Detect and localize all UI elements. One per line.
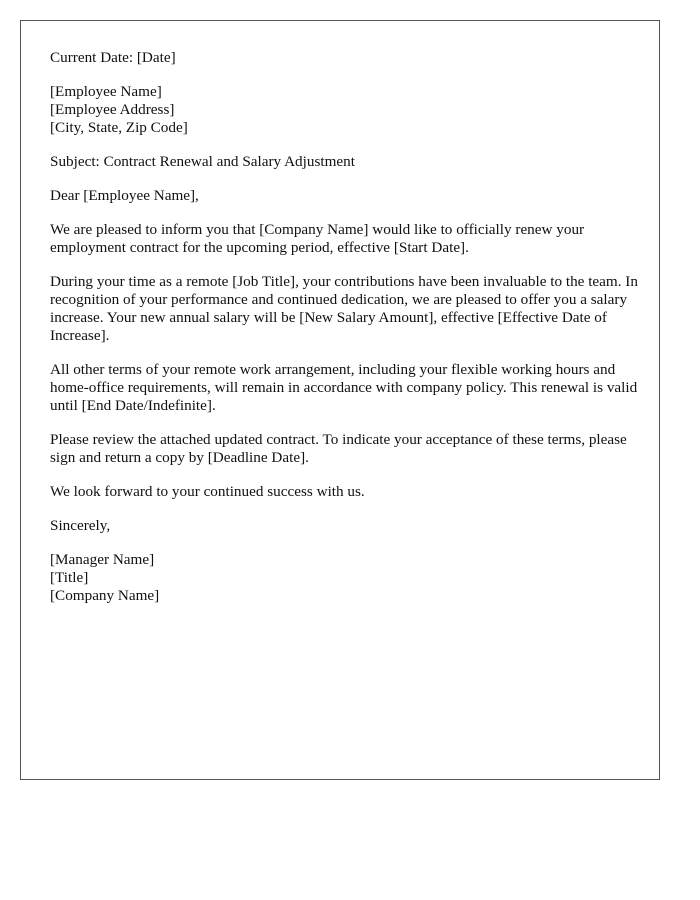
paragraph-text: We look forward to your continued success with us.: [50, 483, 365, 500]
salutation-block: [50, 187, 645, 205]
date-block: [50, 49, 645, 67]
subject-line: Subject: Contract Renewal and Salary Adjustment: [50, 153, 355, 170]
signature-title: [Title]: [50, 569, 89, 586]
signature-block: [50, 551, 645, 605]
letter-body: [50, 49, 645, 621]
signature-company: [Company Name]: [50, 587, 160, 604]
recipient-address: [Employee Address]: [50, 101, 175, 118]
salutation: Dear [Employee Name],: [50, 187, 199, 204]
date-line: Current Date: [Date]: [50, 49, 176, 66]
closing: Sincerely,: [50, 517, 111, 534]
paragraph-salary: [50, 273, 645, 345]
recipient-city-state-zip: [City, State, Zip Code]: [50, 119, 188, 136]
letter-page: [20, 20, 660, 780]
recipient-address-block: [50, 83, 645, 137]
paragraph-text: Please review the attached updated contract. To indicate your acceptance of these terms, please sign and return a copy by [Deadline Date].: [50, 431, 627, 466]
signature-name: [Manager Name]: [50, 551, 155, 568]
closing-block: [50, 517, 645, 535]
paragraph-review: [50, 431, 645, 467]
paragraph-text: During your time as a remote [Job Title], your contributions have been invaluable to the team. In recognition of your performance and continued dedication, we are pleased to offer you a salary increase. Your new annual salary will be [New Salary Amount], effective [Effective Date of Increase].: [50, 273, 638, 344]
paragraph-renewal: [50, 221, 645, 257]
paragraph-text: All other terms of your remote work arrangement, including your flexible working hours and home-office requirements, will remain in accordance with company policy. This renewal is valid until [End Date/Indefinite].: [50, 361, 638, 414]
paragraph-closing-remark: [50, 483, 645, 501]
recipient-name: [Employee Name]: [50, 83, 162, 100]
paragraph-terms: [50, 361, 645, 415]
subject-block: [50, 153, 645, 171]
paragraph-text: We are pleased to inform you that [Company Name] would like to officially renew your employment contract for the upcoming period, effective [Start Date].: [50, 221, 585, 256]
